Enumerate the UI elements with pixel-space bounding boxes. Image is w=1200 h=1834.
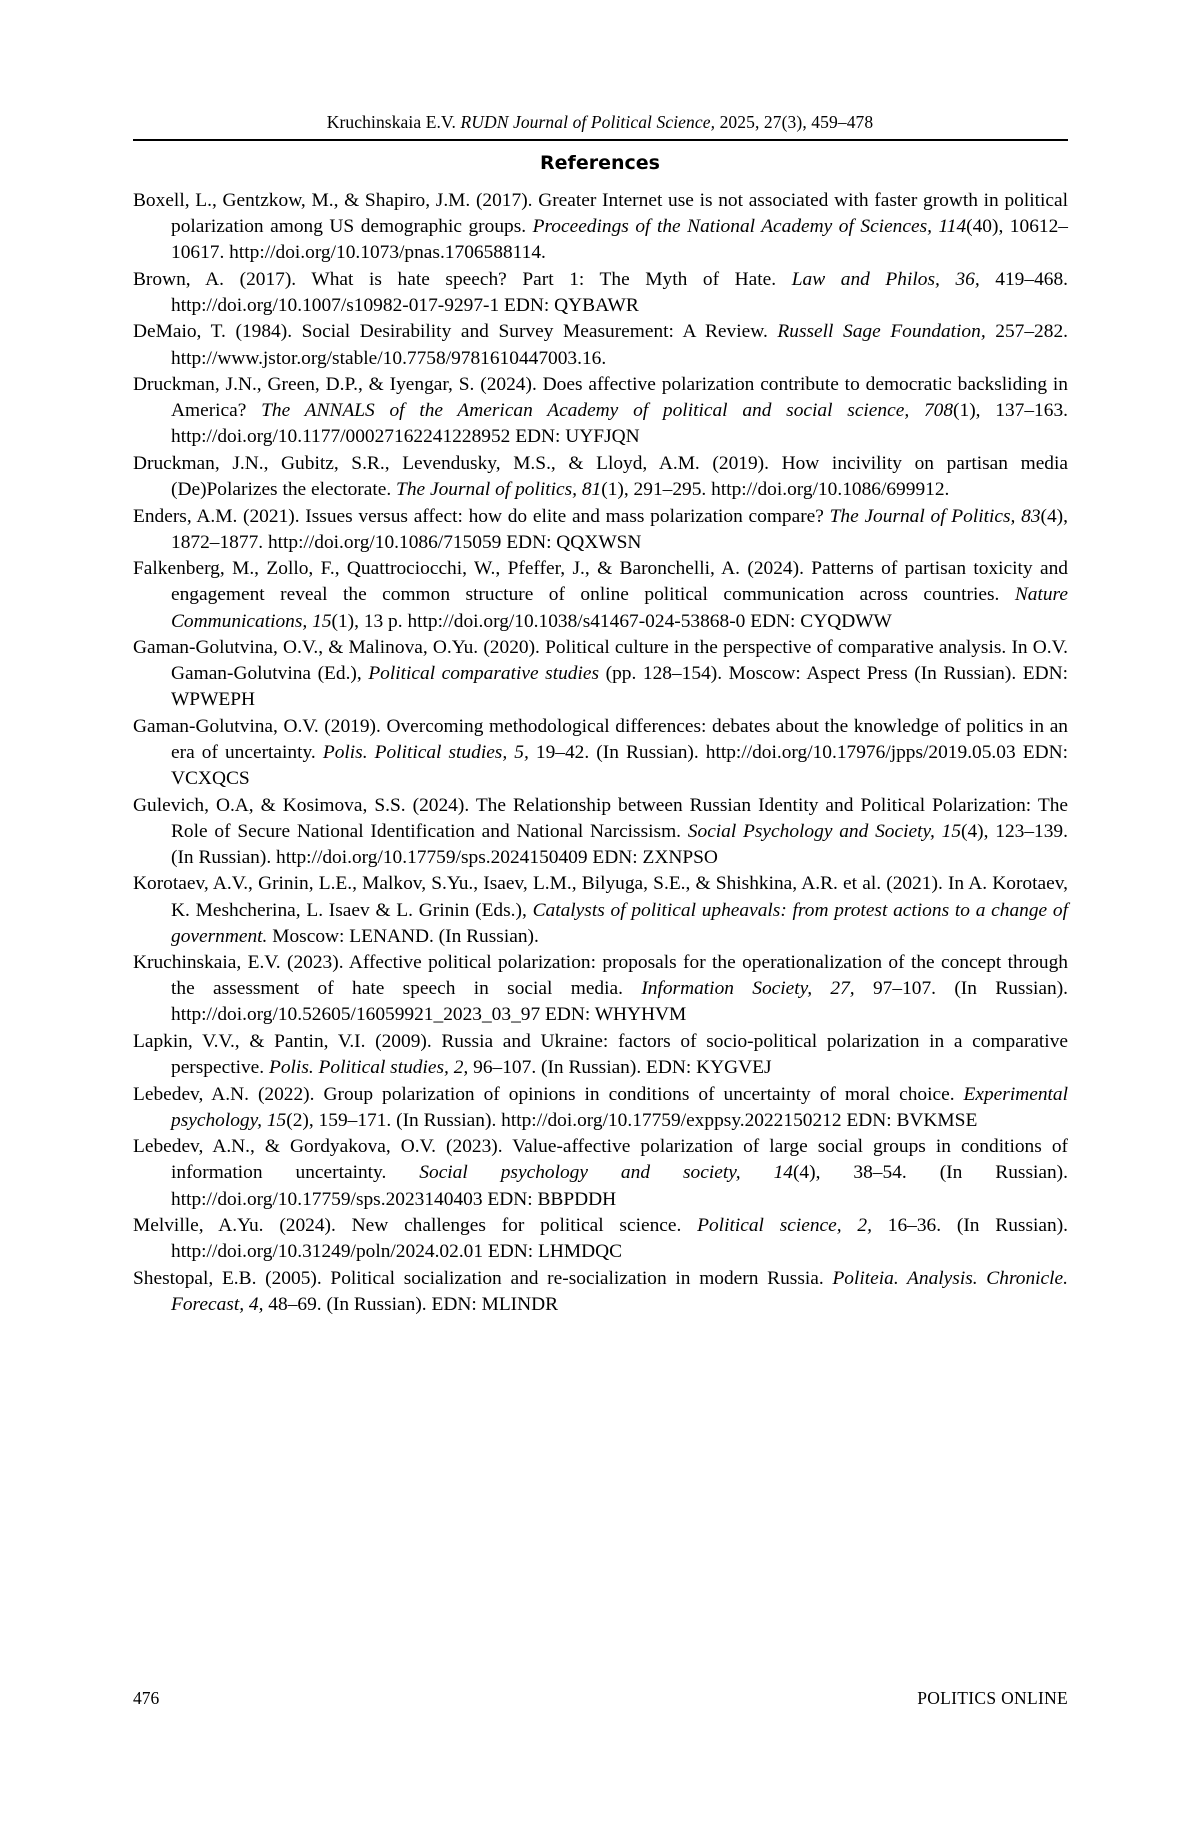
reference-entry: Korotaev, A.V., Grinin, L.E., Malkov, S.Yu., Isaev, L.M., Bilyuga, S.E., & Shishkina, A.R. et al. (2021). In A. Korotaev, K. Meshcherina, L. Isaev & L. Grinin (Eds.), Catalysts of political upheavals: from protest actions to a change of government. Moscow: LENAND. (In Russian). (133, 873, 1068, 947)
reference-entry: Lapkin, V.V., & Pantin, V.I. (2009). Russia and Ukraine: factors of socio-political polarization in a comparative perspective. Polis. Political studies, 2, 96–107. (In Russian). EDN: KYGVEJ (133, 1031, 1068, 1079)
reference-entry: Lebedev, A.N. (2022). Group polarization of opinions in conditions of uncertainty of moral choice. Experimental psychology, 15(2), 159–171. (In Russian). http://doi.org/10.17759/exppsy.2022150212 EDN: BVKMSE (133, 1083, 1068, 1131)
running-head (130, 112, 1070, 133)
reference-entry: DeMaio, T. (1984). Social Desirability and Survey Measurement: A Review. Russell Sage Foundation, 257–282. http://www.jstor.org/stable/10.7758/9781610447003.16. (133, 321, 1068, 369)
reference-entry: Shestopal, E.B. (2005). Political socialization and re-socialization in modern Russia. Politeia. Analysis. Chronicle. Forecast, 4, 48–69. (In Russian). EDN: MLINDR (133, 1267, 1068, 1315)
reference-entry: Gaman-Golutvina, O.V. (2019). Overcoming methodological differences: debates about the knowledge of politics in an era of uncertainty. Polis. Political studies, 5, 19–42. (In Russian). http://doi.org/10.17976/jpps/2019.05.03 EDN: VCXQCS (133, 715, 1068, 790)
reference-entry: Enders, A.M. (2021). Issues versus affect: how do elite and mass polarization compare? The Journal of Politics, 83(4), 1872–1877. http://doi.org/10.1086/715059 EDN: QQXWSN (133, 505, 1068, 553)
reference-entry: Gaman-Golutvina, O.V., & Malinova, O.Yu. (2020). Political culture in the perspective of comparative analysis. In O.V. Gaman-Golutvina (Ed.), Political comparative studies (pp. 128–154). Moscow: Aspect Press (In Russian). EDN: WPWEPH (133, 637, 1068, 711)
running-head-journal: RUDN Journal of Political Science, (460, 112, 716, 132)
reference-entry: Gulevich, O.A, & Kosimova, S.S. (2024). The Relationship between Russian Identity and Political Polarization: The Role of Secure National Identification and National Narcissism. Social Psychology and Society, 15(4), 123–139. (In Russian). http://doi.org/10.17759/sps.2024150409 EDN: ZXNPSO (133, 794, 1068, 868)
running-head-issue: 2025, 27(3), 459–478 (715, 112, 874, 132)
running-head-author: Kruchinskaia E.V. (326, 112, 461, 132)
reference-entry: Boxell, L., Gentzkow, M., & Shapiro, J.M. (2017). Greater Internet use is not associated with faster growth in political polarization among US demographic groups. Proceedings of the National Academy of Sciences, 114(40), 10612–10617. http://doi.org/10.1073/pnas.1706588114. (133, 190, 1068, 264)
page-number: 476 (133, 1688, 160, 1708)
reference-list (133, 188, 1068, 1319)
reference-entry: Kruchinskaia, E.V. (2023). Affective political polarization: proposals for the operationalization of the concept through the assessment of hate speech in social media. Information Society, 27, 97–107. (In Russian). http://doi.org/10.52605/16059921_2023_03_97 EDN: WHYHVM (133, 952, 1068, 1026)
reference-entry: Druckman, J.N., Gubitz, S.R., Levendusky, M.S., & Lloyd, A.M. (2019). How incivility on partisan media (De)Polarizes the electorate. The Journal of politics, 81(1), 291–295. http://doi.org/10.1086/699912. (133, 452, 1068, 501)
header-divider (133, 139, 1068, 141)
reference-entry: Brown, A. (2017). What is hate speech? Part 1: The Myth of Hate. Law and Philos, 36, 419–468. http://doi.org/10.1007/s10982-017-9297-1 EDN: QYBAWR (133, 268, 1069, 316)
page-title: References (540, 152, 660, 174)
reference-entry: Melville, A.Yu. (2024). New challenges for political science. Political science, 2, 16–36. (In Russian). http://doi.org/10.31249/poln/2024.02.01 EDN: LHMDQC (133, 1215, 1069, 1263)
reference-entry: Druckman, J.N., Green, D.P., & Iyengar, S. (2024). Does affective polarization contribute to democratic backsliding in America? The ANNALS of the American Academy of political and social science, 708(1), 137–163. http://doi.org/10.1177/00027162241228952 EDN: UYFJQN (133, 374, 1068, 448)
reference-entry: Lebedev, A.N., & Gordyakova, O.V. (2023). Value-affective polarization of large social groups in conditions of information uncertainty. Social psychology and society, 14(4), 38–54. (In Russian). http://doi.org/10.17759/sps.2023140403 EDN: BBPDDH (133, 1136, 1068, 1210)
reference-entry: Falkenberg, M., Zollo, F., Quattrociocchi, W., Pfeffer, J., & Baronchelli, A. (2024). Patterns of partisan toxicity and engagement reveal the common structure of online political communication across countries. Nature Communications, 15(1), 13 p. http://doi.org/10.1038/s41467-024-53868-0 EDN: CYQDWW (133, 558, 1068, 632)
footer-section-label: POLITICS ONLINE (917, 1688, 1068, 1708)
